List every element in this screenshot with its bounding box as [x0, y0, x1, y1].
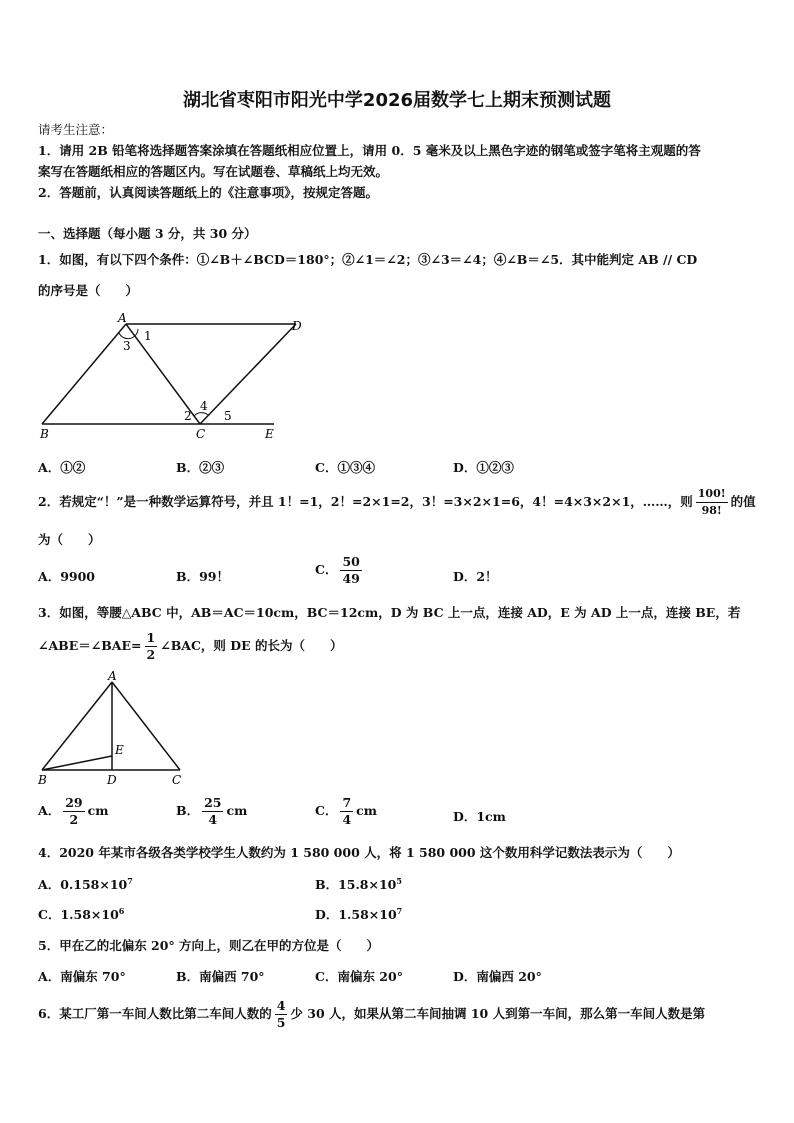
q4-option-c-base: C．1.58×10 — [38, 907, 119, 922]
q3-option-c-prefix: C． — [315, 803, 338, 818]
q4-option-d-exp: 7 — [396, 905, 403, 916]
q3-option-c-num: 7 — [342, 795, 352, 810]
q3-option-c-den: 4 — [342, 812, 352, 827]
q1-text-b: 的序号是（ ） — [38, 283, 139, 298]
q3-text-b2: ∠BAC，则 DE 的长为（ ） — [160, 638, 343, 653]
q3-option-a-fraction — [63, 795, 84, 828]
q3-option-d: D．1cm — [453, 809, 506, 824]
q1-option-d: D．①②③ — [453, 460, 514, 475]
notice-item-1b: 案写在答题纸相应的答题区内。写在试题卷、草稿纸上均无效。 — [38, 164, 389, 179]
notice-heading: 请考生注意： — [38, 122, 114, 137]
q2-option-a: A．9900 — [38, 569, 95, 584]
q3-label-a: A — [108, 669, 117, 683]
q4-option-a-base: A．0.158×10 — [38, 877, 128, 892]
q3-option-c-unit: cm — [356, 803, 377, 818]
q3-option-a-den: 2 — [69, 812, 79, 827]
q2-option-c-den: 49 — [342, 571, 360, 586]
q3-label-c: C — [172, 773, 182, 787]
q2-text-a: 2．若规定“！”是一种数学运算符号，并且 1！=1，2！=2×1=2，3！=3×2×1=6，4！=4×3×2×1，……，则 — [38, 494, 693, 509]
q6-text-b: 少 30 人，如果从第二车间抽调 10 人到第一车间，那么第一车间人数是第 — [290, 1006, 706, 1021]
q3-text-a: 3．如图，等腰△ABC 中，AB＝AC＝10cm，BC＝12cm，D 为 BC 上一点，连接 AD，E 为 AD 上一点，连接 BE，若 — [38, 605, 741, 620]
q1-label-a: A — [118, 311, 127, 325]
section-heading: 一、选择题（每小题 3 分，共 30 分） — [38, 226, 257, 241]
page-title: 湖北省枣阳市阳光中学2026届数学七上期末预测试题 — [182, 90, 612, 111]
q3-option-b-prefix: B． — [176, 803, 200, 818]
q3-option-a — [38, 795, 108, 828]
q5-option-c: C．南偏东 20° — [315, 969, 403, 984]
q4-option-d-base: D．1.58×10 — [315, 907, 397, 922]
q5-option-d: D．南偏西 20° — [453, 969, 542, 984]
q1-label-5: 5 — [224, 409, 232, 423]
q3-option-b-unit: cm — [226, 803, 248, 818]
q3-option-b-fraction — [202, 795, 223, 828]
q1-label-1: 1 — [144, 329, 152, 343]
notice-item-2: 2．答题前，认真阅读答题纸上的《注意事项》，按规定答题。 — [38, 185, 378, 200]
q4-text: 4．2020 年某市各级各类学校学生人数约为 1 580 000 人，将 1 580 000 这个数用科学记数法表示为（ ） — [38, 845, 680, 860]
q4-option-a-exp: 7 — [127, 875, 133, 886]
q2-option-c-fraction — [340, 554, 361, 587]
q1-label-c: C — [196, 427, 206, 441]
q3-line-b — [38, 630, 342, 663]
q6-frac-num: 4 — [276, 998, 286, 1013]
q4-option-a — [38, 875, 133, 893]
q2-option-c-num: 50 — [342, 554, 360, 569]
q4-option-c — [38, 905, 124, 923]
q1-label-2: 2 — [184, 409, 192, 423]
q1-text-a: 1．如图，有以下四个条件：①∠B＋∠BCD＝180°；②∠1＝∠2；③∠3＝∠4；④∠B＝∠5．其中能判定 AB // CD — [38, 252, 698, 267]
q6-frac-den: 5 — [276, 1015, 286, 1030]
q4-option-c-exp: 6 — [118, 905, 125, 916]
q1-label-d: D — [292, 319, 302, 333]
q1-option-c: C．①③④ — [315, 460, 375, 475]
q3-label-e: E — [115, 743, 124, 757]
q1-label-e: E — [265, 427, 274, 441]
q3-option-a-prefix: A． — [38, 803, 61, 818]
q1-figure — [34, 311, 302, 444]
q3-frac-den: 2 — [146, 647, 156, 662]
q3-frac-num: 1 — [146, 630, 156, 645]
q3-option-b-num: 25 — [204, 795, 222, 810]
q3-option-a-unit: cm — [87, 803, 109, 818]
q2-option-d: D．2！ — [453, 569, 498, 584]
q6-text-a: 6．某工厂第一车间人数比第二车间人数的 — [38, 1006, 272, 1021]
q1-label-4: 4 — [200, 399, 208, 413]
q2-line-a — [38, 486, 756, 519]
q3-option-c-fraction — [340, 795, 353, 828]
q2-fraction — [696, 486, 728, 519]
q4-option-b-base: B．15.8×10 — [315, 877, 397, 892]
q4-option-d — [315, 905, 402, 923]
q2-text-b: 为（ ） — [38, 532, 101, 547]
q3-figure — [34, 670, 194, 790]
notice-item-1a: 1．请用 2B 铅笔将选择题答案涂填在答题纸相应位置上，请用 0．5 毫米及以上黑色字迹的钢笔或签字笔将主观题的答 — [38, 143, 701, 158]
q5-option-b: B．南偏西 70° — [176, 969, 265, 984]
q3-option-b — [176, 795, 247, 828]
q3-label-d: D — [107, 773, 117, 787]
q2-text-a-end: 的值 — [730, 494, 756, 509]
q2-frac-num: 100! — [696, 486, 728, 503]
q2-option-c — [315, 554, 365, 587]
q2-option-b: B．99！ — [176, 569, 229, 584]
q3-label-b: B — [38, 773, 47, 787]
q3-fraction — [145, 630, 158, 663]
q1-label-b: B — [40, 427, 49, 441]
q3-text-b1: ∠ABE＝∠BAE= — [38, 638, 142, 653]
q6-line — [38, 998, 705, 1031]
q4-option-b — [315, 875, 402, 893]
q5-option-a: A．南偏东 70° — [38, 969, 126, 984]
q6-fraction — [275, 998, 288, 1031]
q2-frac-den: 98! — [701, 504, 722, 517]
q5-text: 5．甲在乙的北偏东 20° 方向上，则乙在甲的方位是（ ） — [38, 938, 380, 953]
q1-option-b: B．②③ — [176, 460, 225, 475]
q3-option-b-den: 4 — [208, 812, 218, 827]
q3-option-c — [315, 795, 377, 828]
q1-label-3: 3 — [123, 339, 131, 353]
q3-option-a-num: 29 — [65, 795, 83, 810]
q2-option-c-prefix: C． — [315, 562, 338, 577]
q4-option-b-exp: 5 — [396, 875, 402, 886]
q1-option-a: A．①② — [38, 460, 86, 475]
